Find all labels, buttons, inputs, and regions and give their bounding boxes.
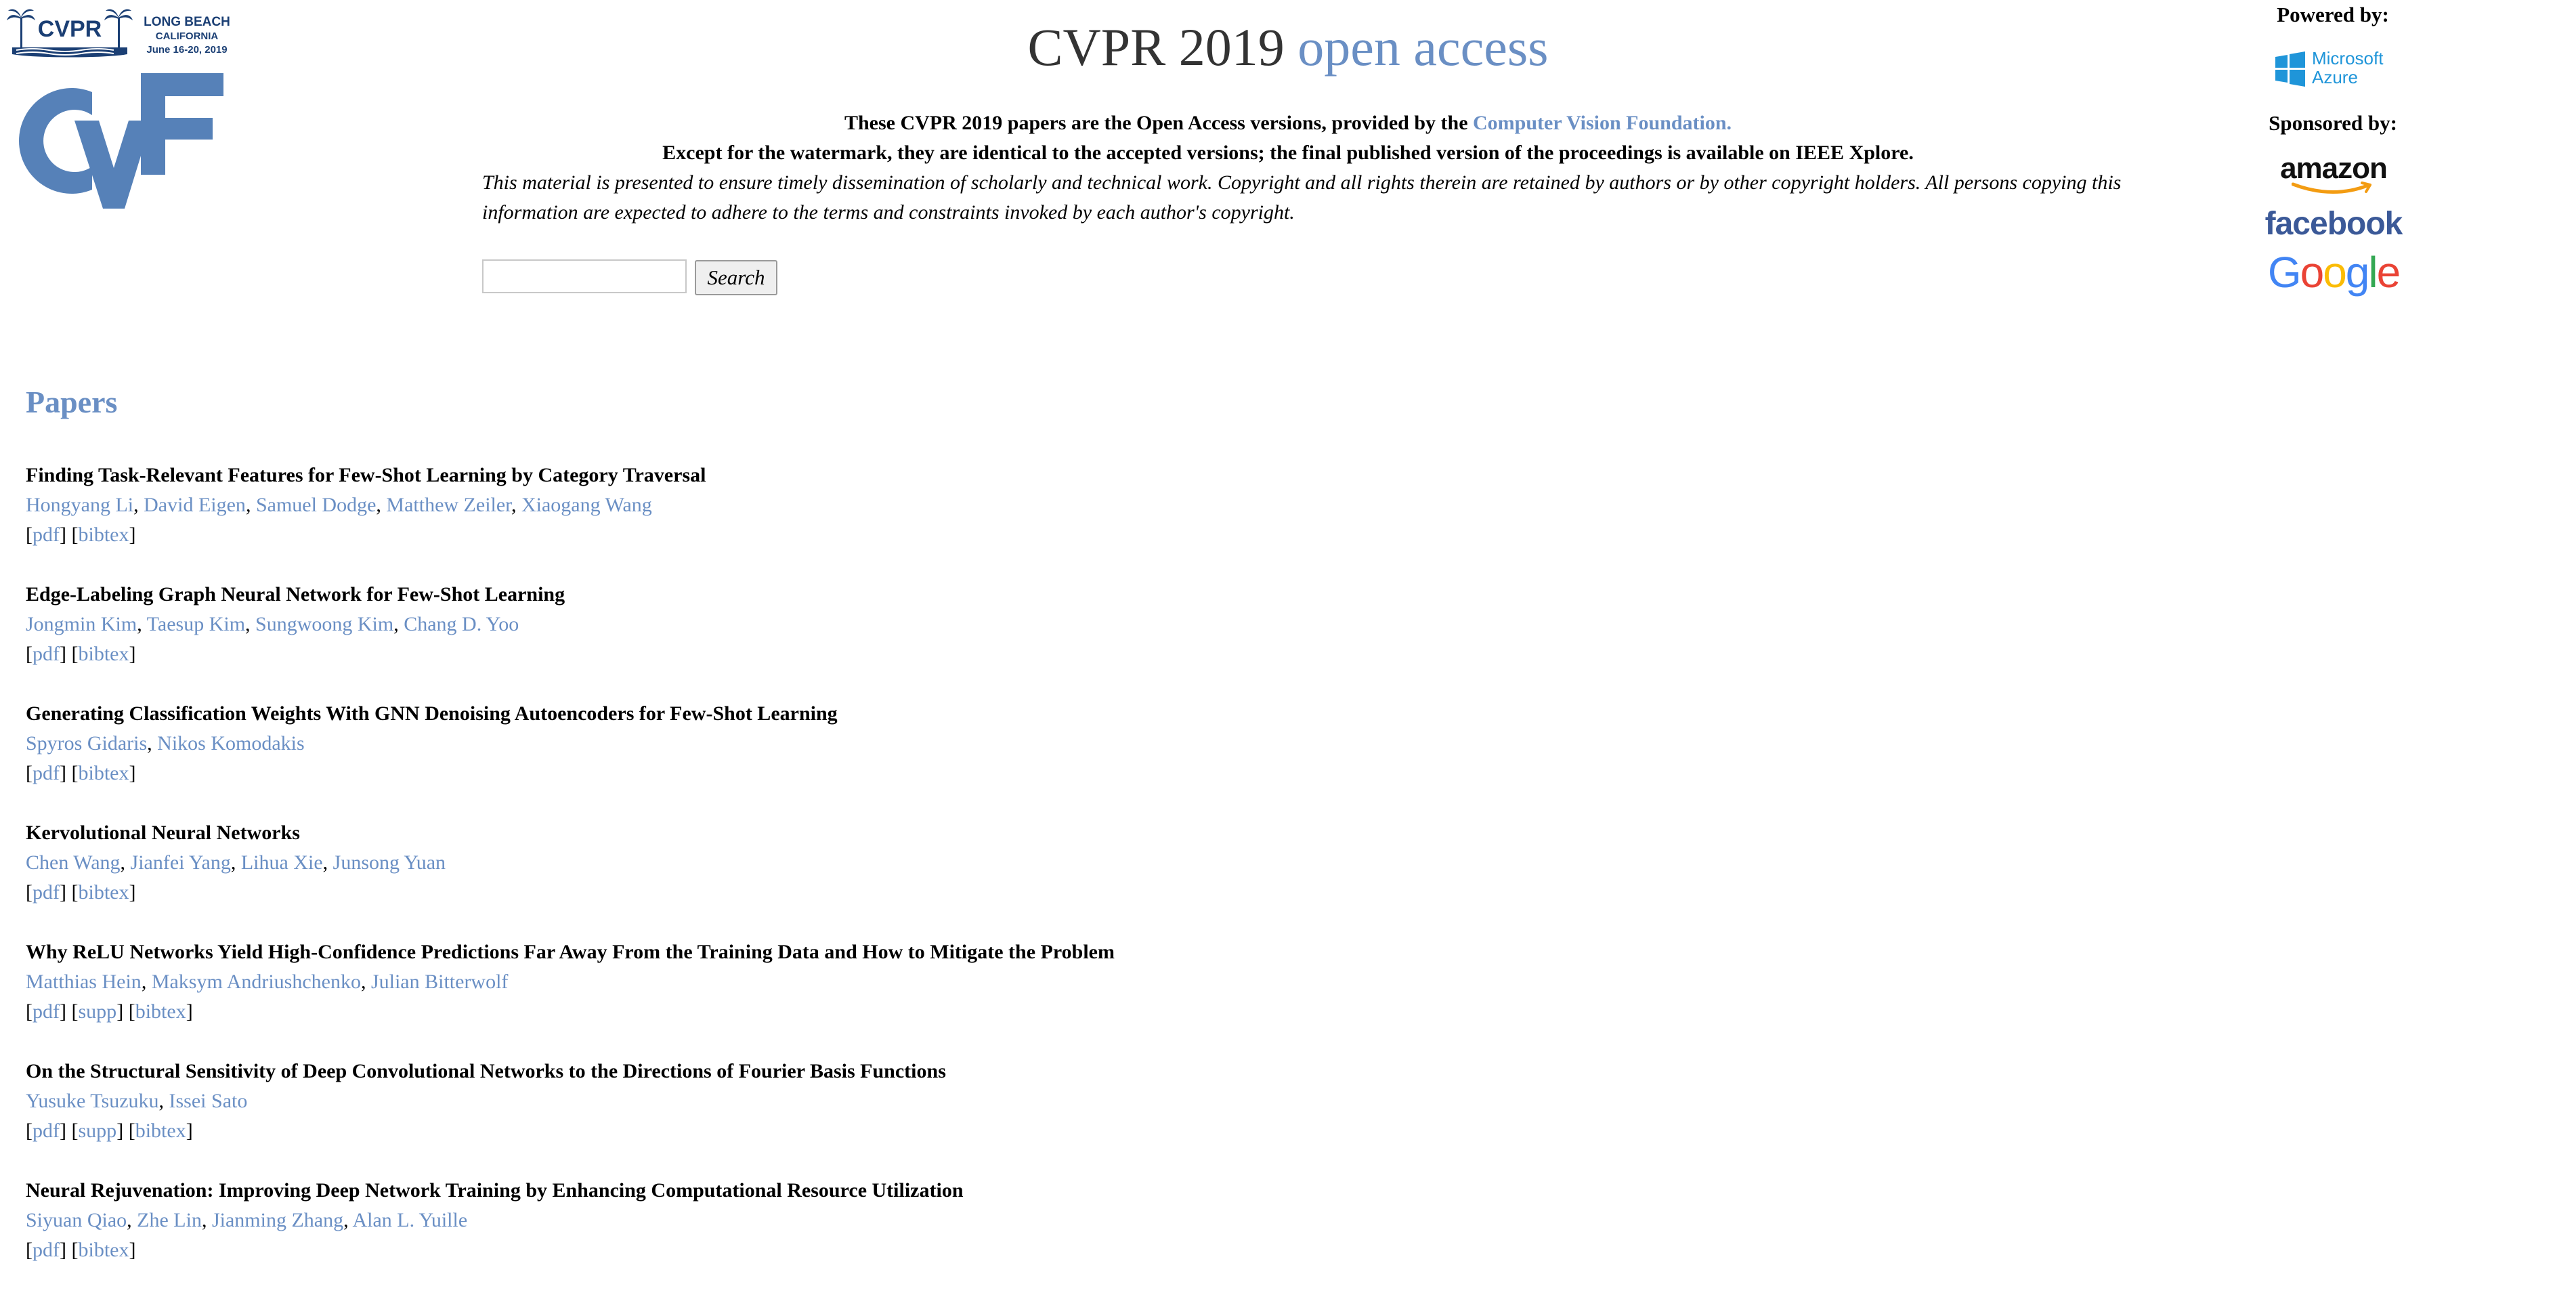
paper-entry xyxy=(26,937,2531,1057)
page-title xyxy=(0,15,2576,80)
paper-title[interactable]: Finding Task-Relevant Features for Few-Shot Learning by Category Traversal xyxy=(26,464,706,486)
paper-title[interactable]: Kervolutional Neural Networks xyxy=(26,822,300,844)
author-link[interactable]: Julian Bitterwolf xyxy=(370,971,509,993)
paper-links: [pdf] [bibtex] xyxy=(26,643,136,665)
paper-entry xyxy=(26,818,2531,937)
paper-title[interactable]: Why ReLU Networks Yield High-Confidence Predictions Far Away From the Training Data and How to Mitigate the Problem xyxy=(26,941,1115,963)
facebook-logo[interactable]: facebook xyxy=(2264,206,2403,242)
paper-title[interactable]: Neural Rejuvenation: Improving Deep Network Training by Enhancing Computational Resource Utilization xyxy=(26,1179,964,1202)
paper-authors: Siyuan Qiao, Zhe Lin, Jianming Zhang, Alan L. Yuille xyxy=(26,1209,468,1231)
intro-line-1 xyxy=(0,108,2576,138)
sponsored-by-label: Sponsored by: xyxy=(2269,111,2397,135)
google-letter: o xyxy=(2300,248,2323,297)
author-link[interactable]: Matthias Hein xyxy=(26,971,142,993)
author-link[interactable]: Siyuan Qiao xyxy=(26,1209,127,1231)
author-link[interactable]: Nikos Komodakis xyxy=(157,732,305,755)
google-letter: g xyxy=(2345,248,2369,297)
author-link[interactable]: Xiaogang Wang xyxy=(521,494,652,516)
pdf-link[interactable]: pdf xyxy=(33,524,60,546)
paper-authors: Hongyang Li, David Eigen, Samuel Dodge, Matthew Zeiler, Xiaogang Wang xyxy=(26,494,652,516)
bibtex-link[interactable]: bibtex xyxy=(135,1120,186,1142)
author-link[interactable]: Jianming Zhang xyxy=(211,1209,344,1231)
paper-links: [pdf] [supp] [bibtex] xyxy=(26,1000,193,1023)
author-link[interactable]: Taesup Kim xyxy=(146,613,246,635)
paper-list xyxy=(26,461,2531,1295)
paper-links: [pdf] [bibtex] xyxy=(26,762,136,784)
author-link[interactable]: Chen Wang xyxy=(26,851,121,874)
windows-icon xyxy=(2275,51,2305,87)
paper-authors: Jongmin Kim, Taesup Kim, Sungwoong Kim, Chang D. Yoo xyxy=(26,613,519,635)
pdf-link[interactable]: pdf xyxy=(33,762,60,784)
pdf-link[interactable]: pdf xyxy=(33,1239,60,1261)
pdf-link[interactable]: pdf xyxy=(33,643,60,665)
paper-links: [pdf] [bibtex] xyxy=(26,881,136,904)
badge-cvpr-text: CVPR xyxy=(37,16,102,42)
paper-entry xyxy=(26,699,2531,818)
search-button[interactable]: Search xyxy=(695,260,777,295)
paper-title[interactable]: Generating Classification Weights With GNN Denoising Autoencoders for Few-Shot Learning xyxy=(26,702,838,725)
google-letter: e xyxy=(2376,248,2400,297)
paper-links: [pdf] [supp] [bibtex] xyxy=(26,1120,193,1142)
author-link[interactable]: Issei Sato xyxy=(169,1090,248,1112)
bibtex-link[interactable]: bibtex xyxy=(78,1239,129,1261)
bibtex-link[interactable]: bibtex xyxy=(135,1000,186,1023)
author-link[interactable]: Sungwoong Kim xyxy=(255,613,394,635)
copyright-notice: This material is presented to ensure timely dissemination of scholarly and technical work. Copyright and all rights therein are retained by authors or by other copyright holders. All persons copying this information are expected to adhere to the terms and constraints invoked by each author's copyright. xyxy=(482,171,2122,224)
paper-entry xyxy=(26,1057,2531,1176)
supp-link[interactable]: supp xyxy=(78,1000,117,1023)
azure-text-line-2: Azure xyxy=(2312,67,2358,87)
pdf-link[interactable]: pdf xyxy=(33,881,60,904)
cvf-link[interactable]: Computer Vision Foundation. xyxy=(1473,112,1732,134)
paper-links: [pdf] [bibtex] xyxy=(26,1239,136,1261)
paper-entry xyxy=(26,1176,2531,1295)
intro-line-2: Except for the watermark, they are identical to the accepted versions; the final published version of the proceedings is available on IEEE Xplore. xyxy=(662,142,1914,164)
paper-title[interactable]: Edge-Labeling Graph Neural Network for Few-Shot Learning xyxy=(26,583,565,606)
author-link[interactable]: Junsong Yuan xyxy=(332,851,446,874)
paper-authors: Spyros Gidaris, Nikos Komodakis xyxy=(26,732,305,755)
author-link[interactable]: Samuel Dodge xyxy=(255,494,377,516)
author-link[interactable]: Zhe Lin xyxy=(137,1209,202,1231)
author-link[interactable]: Yusuke Tsuzuku xyxy=(26,1090,159,1112)
google-logo[interactable] xyxy=(2258,245,2409,299)
paper-links: [pdf] [bibtex] xyxy=(26,524,136,546)
badge-dates: June 16-20, 2019 xyxy=(146,44,228,56)
paper-entry xyxy=(26,461,2531,580)
author-link[interactable]: Jianfei Yang xyxy=(130,851,231,874)
badge-location-1: LONG BEACH xyxy=(144,15,230,29)
azure-text xyxy=(2312,49,2383,87)
page-title-accent: open access xyxy=(1297,18,1549,77)
microsoft-azure-logo[interactable] xyxy=(2275,49,2397,89)
supp-link[interactable]: supp xyxy=(78,1120,117,1142)
azure-text-line-1: Microsoft xyxy=(2312,48,2384,68)
author-link[interactable]: Maksym Andriushchenko xyxy=(151,971,361,993)
pdf-link[interactable]: pdf xyxy=(33,1120,60,1142)
papers-heading: Papers xyxy=(26,385,118,419)
page-title-main: CVPR 2019 xyxy=(1027,18,1285,77)
google-letter: o xyxy=(2323,248,2346,297)
author-link[interactable]: Spyros Gidaris xyxy=(26,732,148,755)
bibtex-link[interactable]: bibtex xyxy=(78,881,129,904)
amazon-text: amazon xyxy=(2280,152,2387,185)
badge-location-2: CALIFORNIA xyxy=(155,30,219,42)
paper-entry xyxy=(26,580,2531,699)
author-link[interactable]: Chang D. Yoo xyxy=(404,613,519,635)
author-link[interactable]: David Eigen xyxy=(144,494,246,516)
search-input[interactable] xyxy=(482,259,687,293)
author-link[interactable]: Alan L. Yuille xyxy=(352,1209,468,1231)
bibtex-link[interactable]: bibtex xyxy=(78,762,129,784)
author-link[interactable]: Lihua Xie xyxy=(240,851,323,874)
amazon-smile-icon xyxy=(2292,182,2376,196)
bibtex-link[interactable]: bibtex xyxy=(78,643,129,665)
bibtex-link[interactable]: bibtex xyxy=(78,524,129,546)
author-link[interactable]: Hongyang Li xyxy=(26,494,134,516)
intro-line-1-text: These CVPR 2019 papers are the Open Access versions, provided by the xyxy=(844,112,1468,134)
author-link[interactable]: Matthew Zeiler xyxy=(386,494,511,516)
paper-title[interactable]: On the Structural Sensitivity of Deep Convolutional Networks to the Directions of Fourier Basis Functions xyxy=(26,1060,946,1082)
google-letter: G xyxy=(2267,248,2300,297)
amazon-logo[interactable] xyxy=(2279,152,2388,199)
google-letter: l xyxy=(2368,248,2377,297)
paper-authors: Yusuke Tsuzuku, Issei Sato xyxy=(26,1090,248,1112)
paper-authors: Matthias Hein, Maksym Andriushchenko, Julian Bitterwolf xyxy=(26,971,509,993)
paper-authors: Chen Wang, Jianfei Yang, Lihua Xie, Junsong Yuan xyxy=(26,851,446,874)
pdf-link[interactable]: pdf xyxy=(33,1000,60,1023)
powered-by-label: Powered by: xyxy=(2277,3,2389,26)
author-link[interactable]: Jongmin Kim xyxy=(26,613,137,635)
